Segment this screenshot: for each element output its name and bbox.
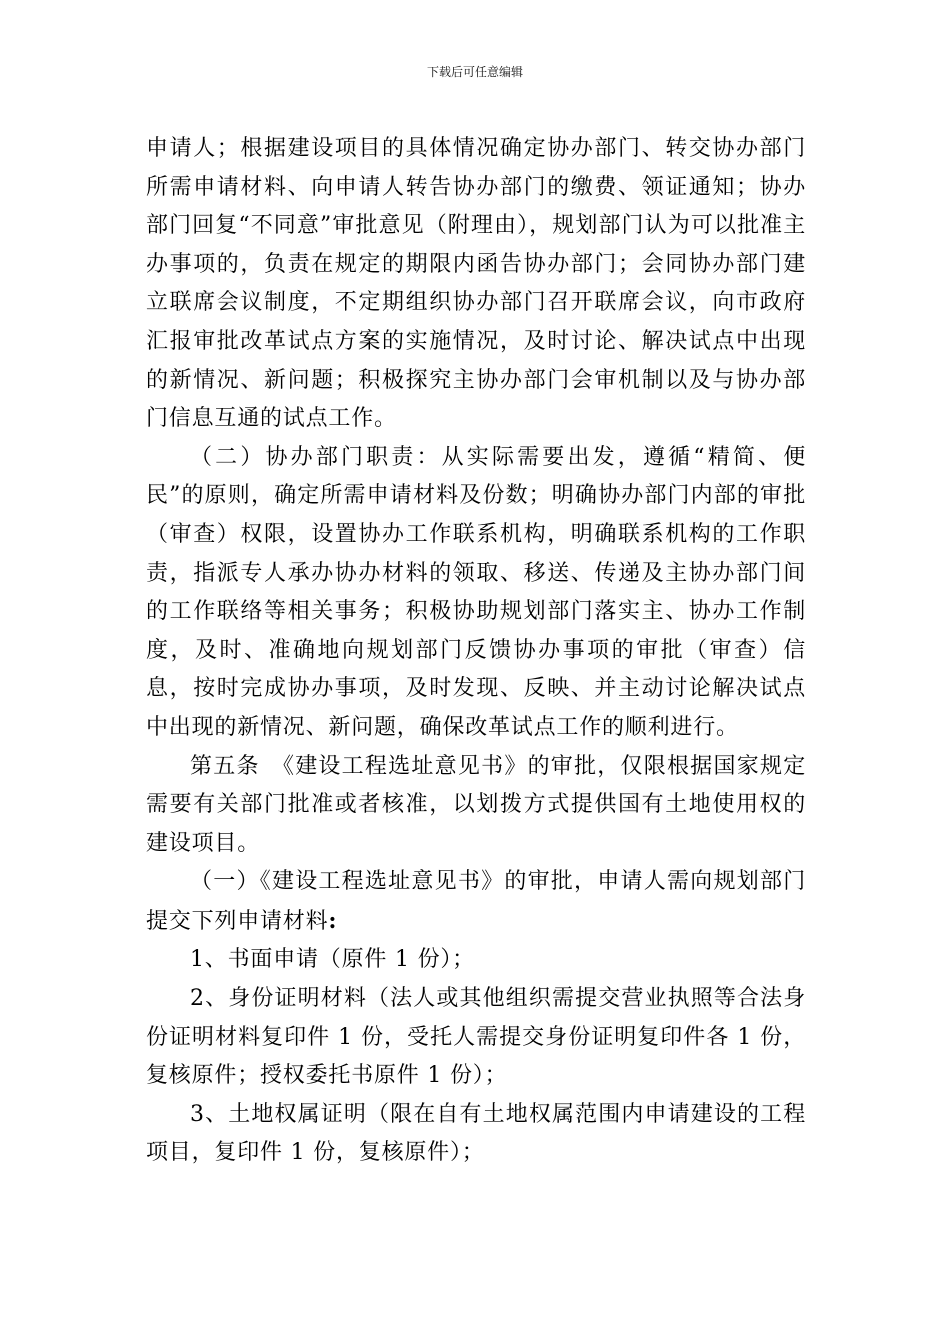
paragraph-application-materials-intro [146, 863, 806, 941]
list-item-land-ownership: 3、土地权属证明（限在自有土地权属范围内申请建设的工程项目，复印件 1 份，复核原件）； [146, 1101, 806, 1166]
materials-intro-text: （一）《建设工程选址意见书》的审批，申请人需向规划部门提交下列申请材料 [146, 869, 806, 934]
list-item-identity-materials: 2、身份证明材料（法人或其他组织需提交营业执照等合法身份证明材料复印件 1 份，受托人需提交身份证明复印件各 1 份，复核原件；授权委托书原件 1 份）； [146, 986, 806, 1089]
paragraph-assisting-dept-duties: （二）协办部门职责：从实际需要出发，遵循“精简、便民”的原则，确定所需申请材料及份数；明确协办部门内部的审批（审查）权限，设置协办工作联系机构，明确联系机构的工作职责，指派专人承办协办材料的领取、移送、传递及主协办部门间的工作联络等相关事务；积极协助规划部门落实主、协办工作制度，及时、准确地向规划部门反馈协办事项的审批（审查）信息，按时完成协办事项，及时发现、反映、并主动讨论解决试点中出现的新情况、新问题，确保改革试点工作的顺利进行。 [146, 444, 806, 740]
paragraph-planning-duties: 申请人；根据建设项目的具体情况确定协办部门、转交协办部门所需申请材料、向申请人转告协办部门的缴费、领证通知；协办部门回复“不同意”审批意见（附理由），规划部门认为可以批准主办事项的，负责在规定的期限内函告协办部门；会同协办部门建立联席会议制度，不定期组织协办部门召开联席会议，向市政府汇报审批改革试点方案的实施情况，及时讨论、解决试点中出现的新情况、新问题；积极探究主协办部门会审机制以及与协办部门信息互通的试点工作。 [146, 136, 806, 432]
document-body [146, 130, 806, 1173]
materials-intro-colon: : [328, 907, 338, 934]
paragraph-article-five: 第五条 《建设工程选址意见书》的审批，仅限根据国家规定需要有关部门批准或者核准，以划拨方式提供国有土地使用权的建设项目。 [146, 753, 806, 856]
list-item-written-application: 1、书面申请（原件 1 份）； [190, 947, 475, 973]
page-header-note: 下载后可任意编辑 [426, 65, 523, 79]
